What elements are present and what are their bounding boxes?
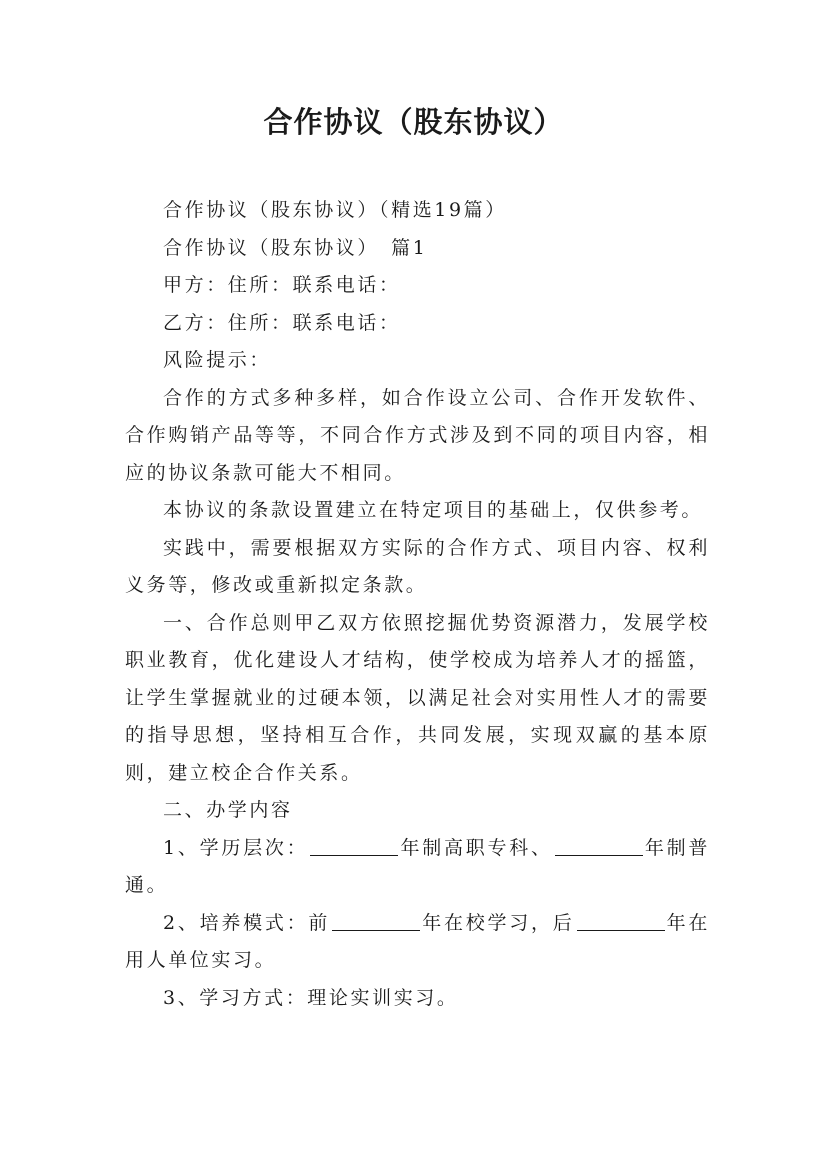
item-2-suffix: 年在用人单位实习。 (125, 911, 711, 971)
paragraph-general-principles: 一、合作总则甲乙双方依照挖掘优势资源潜力，发展学校职业教育，优化建设人才结构，使学校成为培养人才的摇篮，让学生掌握就业的过硬本领，以满足社会对实用性人才的需要的指导思想，坚持相互合作，共同发展，实现双赢的基本原则，建立校企合作关系。 (125, 611, 710, 784)
document-body (125, 192, 710, 1017)
item-2-prefix: 2、培养模式：前 (163, 911, 331, 934)
paragraph-item-3: 3、学习方式：理论实训实习。 (163, 986, 459, 1009)
fill-blank-1 (310, 836, 398, 856)
item-1-middle: 年制高职专科、 (400, 836, 553, 859)
document-title: 合作协议（股东协议） (263, 105, 564, 139)
item-2-middle: 年在校学习，后 (422, 911, 575, 934)
paragraph-practice: 实践中，需要根据双方实际的合作方式、项目内容、权利义务等，修改或重新拟定条款。 (125, 536, 710, 596)
fill-blank-3 (332, 911, 420, 931)
paragraph-basis: 本协议的条款设置建立在特定项目的基础上，仅供参考。 (163, 499, 704, 521)
fill-blank-4 (577, 911, 665, 931)
paragraph-risk-label: 风险提示： (163, 349, 272, 371)
paragraph-heading-part: 合作协议（股东协议） 篇1 (163, 236, 428, 259)
paragraph-section-two: 二、办学内容 (163, 799, 293, 821)
paragraph-heading-collection: 合作协议（股东协议）（精选19篇） (163, 199, 507, 221)
fill-blank-2 (555, 836, 643, 856)
paragraph-party-a: 甲方：住所：联系电话： (163, 274, 401, 296)
item-1-suffix: 年制普通。 (125, 836, 710, 896)
paragraph-item-2 (125, 905, 710, 980)
paragraph-risk-text: 合作的方式多种多样，如合作设立公司、合作开发软件、合作购销产品等等，不同合作方式涉及到不同的项目内容，相应的协议条款可能大不相同。 (125, 386, 710, 484)
paragraph-party-b: 乙方：住所：联系电话： (163, 311, 401, 334)
item-1-prefix: 1、学历层次： (163, 836, 309, 859)
paragraph-item-1 (125, 830, 710, 905)
